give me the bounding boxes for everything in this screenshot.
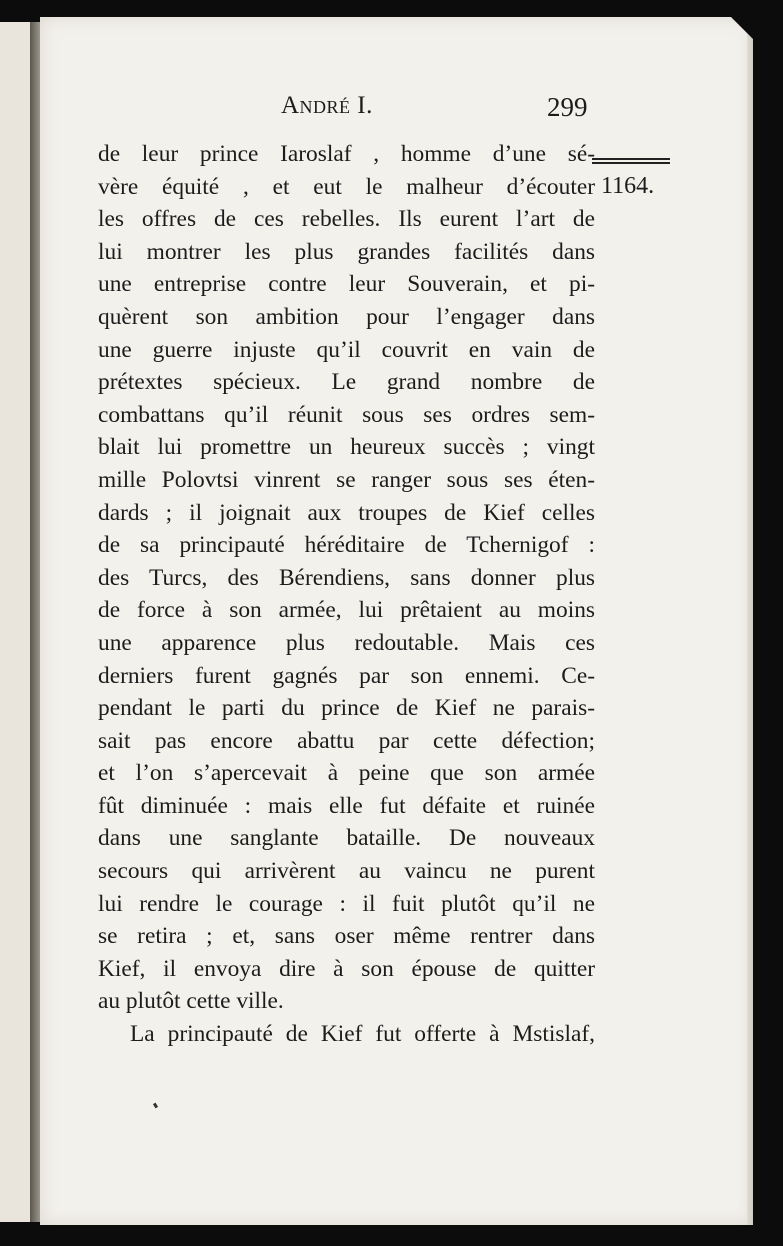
- text-line: pendant le parti du prince de Kief ne parais-: [98, 695, 595, 722]
- text-line: de force à son armée, lui prêtaient au moins: [98, 597, 595, 624]
- book-gutter: [30, 22, 40, 1222]
- book-page: [40, 17, 753, 1225]
- running-head: André I.: [281, 92, 373, 119]
- text-line: combattans qu’il réunit sous ses ordres sem-: [98, 401, 595, 428]
- text-line: Kief, il envoya dire à son épouse de quitter: [98, 955, 595, 982]
- text-line: de leur prince Iaroslaf , homme d’une sé-: [98, 141, 595, 167]
- text-line: prétextes spécieux. Le grand nombre de: [98, 369, 595, 396]
- text-line: La principauté de Kief fut offerte à Mstislaf,: [130, 1021, 595, 1048]
- page-edge: [747, 17, 753, 1225]
- text-line: blait lui promettre un heureux succès ; vingt: [98, 434, 595, 461]
- text-line: lui montrer les plus grandes facilités dans: [98, 238, 595, 265]
- text-line: secours qui arrivèrent au vaincu ne purent: [98, 858, 595, 885]
- text-line: lui rendre le courage : il fuit plutôt qu’il ne: [98, 890, 595, 917]
- ink-speck: [153, 1103, 158, 1109]
- text-line: les offres de ces rebelles. Ils eurent l’art de: [98, 206, 595, 233]
- text-line: une guerre injuste qu’il couvrit en vain de: [98, 336, 595, 363]
- text-line: une apparence plus redoutable. Mais ces: [98, 629, 595, 656]
- margin-year-note: 1164.: [601, 173, 655, 199]
- body-text: [98, 138, 595, 1051]
- page-header: [40, 92, 753, 126]
- text-line: sait pas encore abattu par cette défection;: [98, 727, 595, 754]
- text-line: des Turcs, des Bérendiens, sans donner plus: [98, 564, 595, 591]
- text-line: derniers furent gagnés par son ennemi. Ce-: [98, 662, 595, 689]
- text-line: dans une sanglante bataille. De nouveaux: [98, 825, 595, 852]
- text-line: mille Polovtsi vinrent se ranger sous ses éten-: [98, 466, 595, 493]
- text-line: de sa principauté héréditaire de Tchernigof :: [98, 532, 595, 559]
- text-line: quèrent son ambition pour l’engager dans: [98, 303, 595, 330]
- text-line: se retira ; et, sans oser même rentrer dans: [98, 923, 595, 950]
- text-line: fût diminuée : mais elle fut défaite et ruinée: [98, 792, 595, 819]
- margin-double-rule: [592, 158, 670, 167]
- text-line: et l’on s’apercevait à peine que son armée: [98, 760, 595, 787]
- page-corner: [731, 17, 753, 39]
- left-page-edge: [0, 22, 32, 1222]
- page-number: 299: [547, 92, 588, 122]
- text-line: vère équité , et eut le malheur d’écouter: [98, 173, 595, 200]
- text-line: une entreprise contre leur Souverain, et pi-: [98, 271, 595, 298]
- text-line: au plutôt cette ville.: [98, 988, 284, 1015]
- text-line: dards ; il joignait aux troupes de Kief celles: [98, 499, 595, 526]
